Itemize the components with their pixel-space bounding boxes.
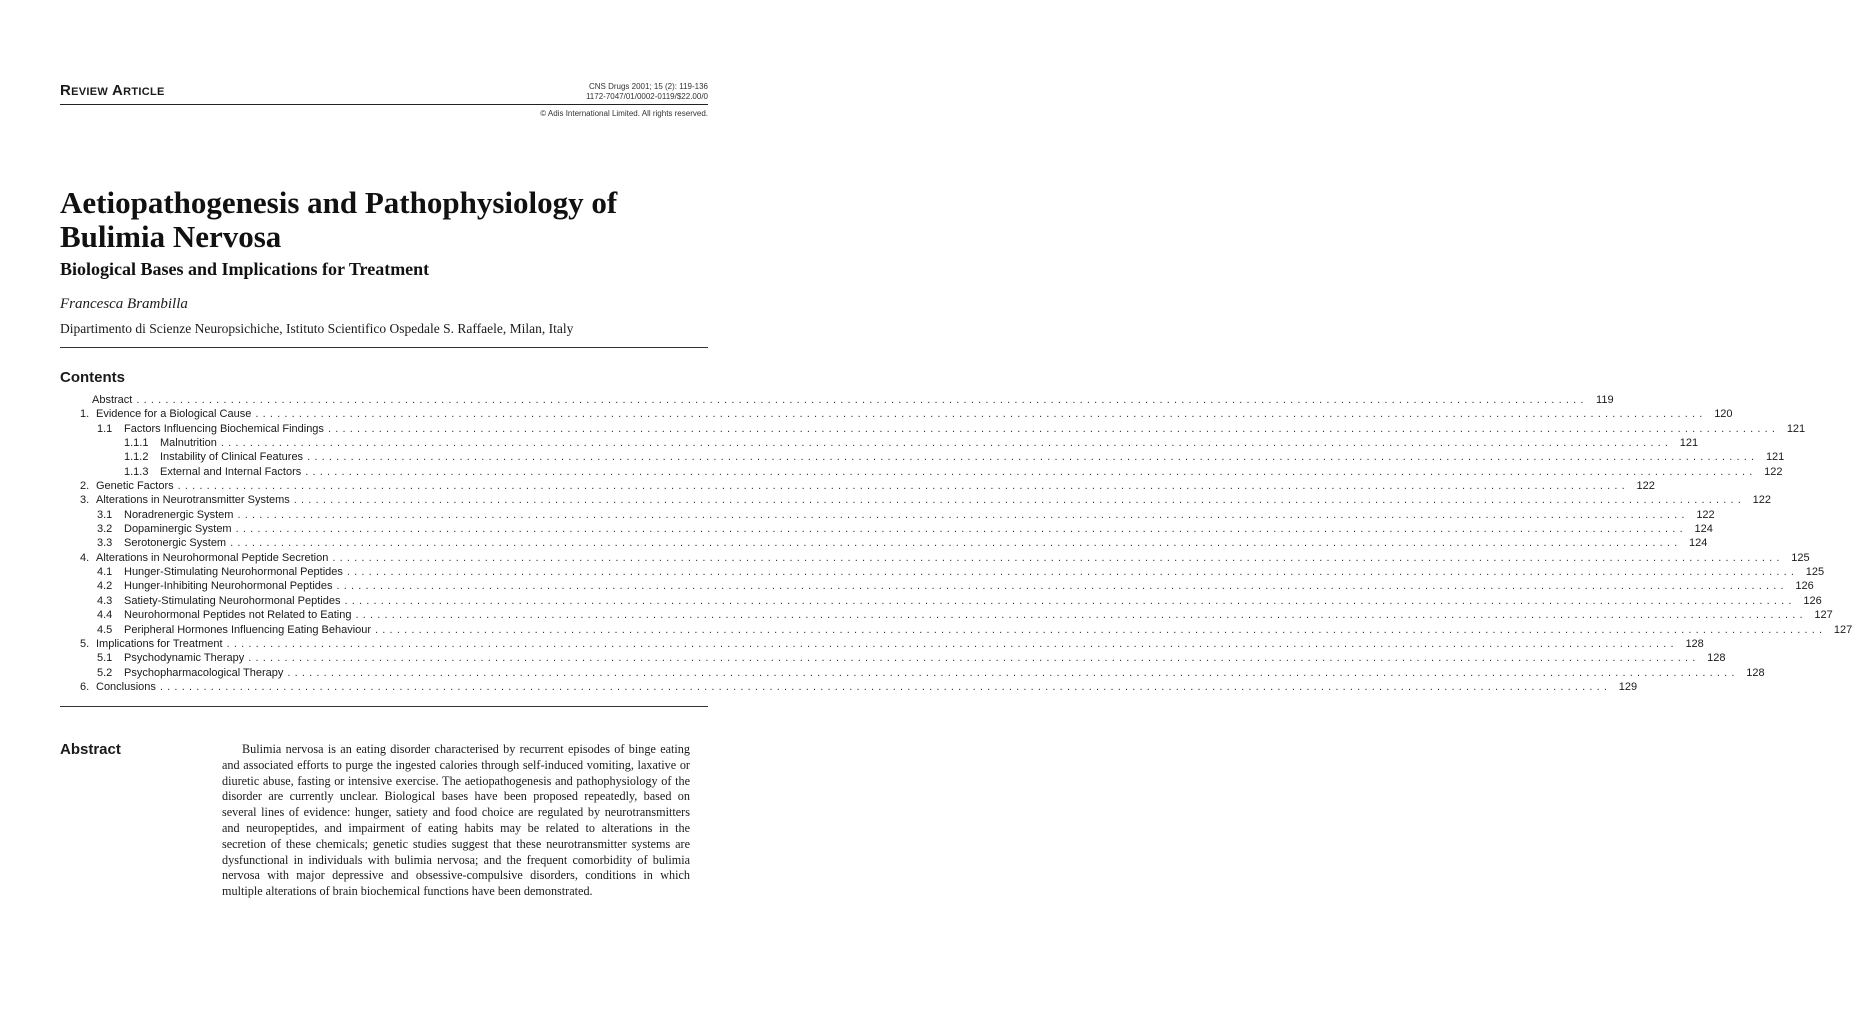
toc-leader-dots: ........................................................................................................................................................................................................ bbox=[305, 465, 1757, 478]
toc-leader-dots: ........................................................................................................................................................................................................ bbox=[159, 680, 1612, 693]
journal-meta bbox=[586, 82, 708, 102]
toc-entry[interactable] bbox=[60, 666, 1765, 680]
toc-entry-title: Satiety-Stimulating Neurohormonal Peptides bbox=[124, 594, 341, 607]
toc-leader-dots: ........................................................................................................................................................................................................ bbox=[293, 494, 1746, 507]
toc-entry-number: 4.3 bbox=[97, 594, 113, 607]
toc-entry-number: 5.2 bbox=[97, 666, 113, 679]
toc-entry-title: Neurohormonal Peptides not Related to Eating bbox=[124, 609, 352, 622]
author-affiliation: Dipartimento di Scienze Neuropsichiche, Istituto Scientifico Ospedale S. Raffaele, Milan, Italy bbox=[60, 321, 574, 336]
toc-entry-page: 121 bbox=[1679, 437, 1699, 450]
toc-entry-title: External and Internal Factors bbox=[160, 465, 302, 478]
toc-entry-title: Noradrenergic System bbox=[124, 508, 234, 521]
toc-entry-number: 4.1 bbox=[97, 566, 113, 579]
toc-entry-page: 125 bbox=[1791, 551, 1810, 564]
toc-entry[interactable] bbox=[60, 637, 1704, 651]
toc-entry-page: 126 bbox=[1795, 580, 1814, 593]
toc-leader-dots: ........................................................................................................................................................................................................ bbox=[177, 480, 1629, 493]
toc-entry[interactable] bbox=[60, 680, 1638, 694]
toc-entry-title: Evidence for a Biological Cause bbox=[96, 408, 252, 421]
toc-entry-title: Conclusions bbox=[96, 680, 156, 693]
toc-entry[interactable] bbox=[60, 651, 1726, 665]
toc-entry[interactable] bbox=[60, 565, 1825, 579]
toc-entry-title: Serotonergic System bbox=[124, 537, 227, 550]
toc-leader-dots: ........................................................................................................................................................................................................ bbox=[235, 523, 1687, 536]
toc-entry[interactable] bbox=[60, 407, 1733, 421]
toc-entry-page: 122 bbox=[1752, 494, 1772, 507]
toc-entry[interactable] bbox=[60, 493, 1772, 507]
author-name: Francesca Brambilla bbox=[60, 296, 188, 312]
toc-entry[interactable] bbox=[60, 579, 1814, 593]
toc-entry-page: 121 bbox=[1765, 451, 1785, 464]
toc-leader-dots: ........................................................................................................................................................................................................ bbox=[344, 594, 1796, 607]
abstract-body: Bulimia nervosa is an eating disorder characterised by recurrent episodes of binge eating and associated efforts to purge the ingested calories through self-induced vomiting, laxative or diuretic abuse, fasting or intensive exercise. The aetiopathogenesis and pathophysiology of the disorder are currently unclear. Biological bases have been proposed repeatedly, based on several lines of evidence: hunger, satiety and food choice are regulated by neurotransmitters and neuropeptides, and impairment of eating habits may be related to alterations in the secretion of these chemicals; genetic studies suggest that these neurotransmitter systems are dysfunctional in individuals with bulimia nervosa; and the frequent comorbidity of bulimia nervosa with major depressive and obsessive-compulsive disorders, conditions in which multiple alterations of brain biochemical functions have been demonstrated. bbox=[222, 742, 690, 899]
toc-entry-number: 4.5 bbox=[97, 623, 113, 636]
toc-entry-title: Alterations in Neurotransmitter Systems bbox=[96, 494, 290, 507]
section-label: Review Article bbox=[60, 82, 165, 99]
toc-leader-dots: ........................................................................................................................................................................................................ bbox=[255, 408, 1707, 421]
toc-leader-dots: ........................................................................................................................................................................................................ bbox=[307, 451, 1759, 464]
table-of-contents bbox=[60, 393, 1852, 694]
toc-leader-dots: ........................................................................................................................................................................................................ bbox=[375, 623, 1827, 636]
toc-leader-dots: ........................................................................................................................................................................................................ bbox=[355, 609, 1807, 622]
toc-entry-number: 1.1 bbox=[97, 422, 113, 435]
toc-leader-dots: ........................................................................................................................................................................................................ bbox=[336, 580, 1788, 593]
toc-entry[interactable] bbox=[60, 436, 1699, 450]
toc-entry-page: 128 bbox=[1685, 637, 1704, 650]
toc-entry-title: Hunger-Inhibiting Neurohormonal Peptides bbox=[124, 580, 333, 593]
toc-entry-title: Psychodynamic Therapy bbox=[124, 652, 245, 665]
toc-entry-page: 119 bbox=[1596, 394, 1614, 406]
toc-entry-page: 122 bbox=[1636, 480, 1655, 493]
toc-entry-number: 3.1 bbox=[97, 508, 113, 521]
toc-entry-page: 121 bbox=[1786, 422, 1806, 435]
toc-entry[interactable] bbox=[60, 536, 1708, 550]
toc-entry-page: 129 bbox=[1618, 680, 1638, 693]
toc-entry[interactable] bbox=[60, 522, 1713, 536]
toc-entry-page: 125 bbox=[1805, 566, 1825, 579]
toc-entry-number: 1.1.3 bbox=[124, 465, 149, 478]
toc-entry-number: 4.2 bbox=[97, 580, 113, 593]
toc-entry-number: 6. bbox=[80, 680, 90, 693]
toc-entry[interactable] bbox=[60, 393, 1614, 407]
toc-leader-dots: ........................................................................................................................................................................................................ bbox=[136, 394, 1588, 406]
toc-entry-title: Malnutrition bbox=[160, 437, 217, 450]
toc-entry[interactable] bbox=[60, 608, 1833, 622]
toc-entry-number: 4.4 bbox=[97, 609, 113, 622]
toc-leader-dots: ........................................................................................................................................................................................................ bbox=[327, 422, 1780, 435]
contents-heading: Contents bbox=[60, 369, 125, 386]
toc-entry-number: 3.3 bbox=[97, 537, 113, 550]
toc-entry-page: 124 bbox=[1688, 537, 1708, 550]
toc-leader-dots: ........................................................................................................................................................................................................ bbox=[237, 508, 1689, 521]
header-rule bbox=[60, 104, 708, 105]
toc-leader-dots: ........................................................................................................................................................................................................ bbox=[248, 652, 1700, 665]
toc-entry[interactable] bbox=[60, 623, 1852, 637]
toc-entry-page: 122 bbox=[1696, 508, 1715, 521]
toc-entry-number: 3.2 bbox=[97, 523, 113, 536]
toc-entry-page: 128 bbox=[1746, 666, 1765, 679]
article-subtitle: Biological Bases and Implications for Treatment bbox=[60, 259, 430, 279]
toc-entry[interactable] bbox=[60, 422, 1806, 436]
divider-above-contents bbox=[60, 347, 708, 348]
toc-entry-title: Instability of Clinical Features bbox=[160, 451, 304, 464]
toc-entry-title: Dopaminergic System bbox=[124, 523, 232, 536]
toc-entry-title: Peripheral Hormones Influencing Eating Behaviour bbox=[124, 623, 372, 636]
toc-entry-number: 1.1.1 bbox=[124, 437, 149, 450]
toc-entry[interactable] bbox=[60, 594, 1822, 608]
toc-entry-title: Abstract bbox=[92, 394, 133, 406]
toc-entry-number: 1.1.2 bbox=[124, 451, 149, 464]
toc-entry-title: Factors Influencing Biochemical Findings bbox=[124, 422, 324, 435]
journal-code: 1172-7047/01/0002-0119/$22.00/0 bbox=[585, 92, 708, 101]
toc-entry-number: 4. bbox=[80, 551, 90, 564]
toc-entry-title: Alterations in Neurohormonal Peptide Secretion bbox=[96, 551, 329, 564]
toc-leader-dots: ........................................................................................................................................................................................................ bbox=[220, 437, 1673, 450]
toc-entry[interactable] bbox=[60, 450, 1785, 464]
toc-entry-page: 120 bbox=[1714, 408, 1733, 421]
toc-entry-page: 128 bbox=[1707, 652, 1726, 665]
toc-entry-number: 2. bbox=[80, 480, 90, 493]
toc-entry-number: 3. bbox=[80, 494, 90, 507]
toc-leader-dots: ........................................................................................................................................................................................................ bbox=[230, 537, 1682, 550]
toc-entry-title: Genetic Factors bbox=[96, 480, 174, 493]
article-title: Aetiopathogenesis and Pathophysiology of Bulimia Nervosa bbox=[60, 185, 618, 254]
toc-leader-dots: ........................................................................................................................................................................................................ bbox=[332, 551, 1784, 564]
toc-leader-dots: ........................................................................................................................................................................................................ bbox=[287, 666, 1739, 679]
toc-entry[interactable] bbox=[60, 479, 1655, 493]
toc-entry-page: 127 bbox=[1814, 609, 1833, 622]
toc-entry-page: 127 bbox=[1833, 623, 1852, 636]
toc-entry[interactable] bbox=[60, 508, 1715, 522]
toc-entry-title: Hunger-Stimulating Neurohormonal Peptides bbox=[124, 566, 343, 579]
journal-citation: CNS Drugs 2001; 15 (2): 119-136 bbox=[588, 82, 708, 91]
toc-entry-title: Implications for Treatment bbox=[96, 637, 223, 650]
abstract-heading: Abstract bbox=[60, 741, 121, 758]
toc-entry-number: 5. bbox=[80, 637, 90, 650]
divider-below-contents bbox=[60, 706, 708, 707]
toc-entry-number: 5.1 bbox=[97, 652, 113, 665]
toc-entry-page: 126 bbox=[1803, 594, 1822, 607]
toc-entry[interactable] bbox=[60, 465, 1783, 479]
toc-entry-page: 124 bbox=[1694, 523, 1713, 536]
toc-entry-title: Psychopharmacological Therapy bbox=[124, 666, 284, 679]
copyright-notice: © Adis International Limited. All rights reserved. bbox=[540, 109, 708, 118]
toc-entry[interactable] bbox=[60, 551, 1810, 565]
toc-leader-dots: ........................................................................................................................................................................................................ bbox=[346, 566, 1799, 579]
toc-entry-number: 1. bbox=[80, 408, 90, 421]
toc-leader-dots: ........................................................................................................................................................................................................ bbox=[226, 637, 1678, 650]
toc-entry-page: 122 bbox=[1764, 465, 1783, 478]
